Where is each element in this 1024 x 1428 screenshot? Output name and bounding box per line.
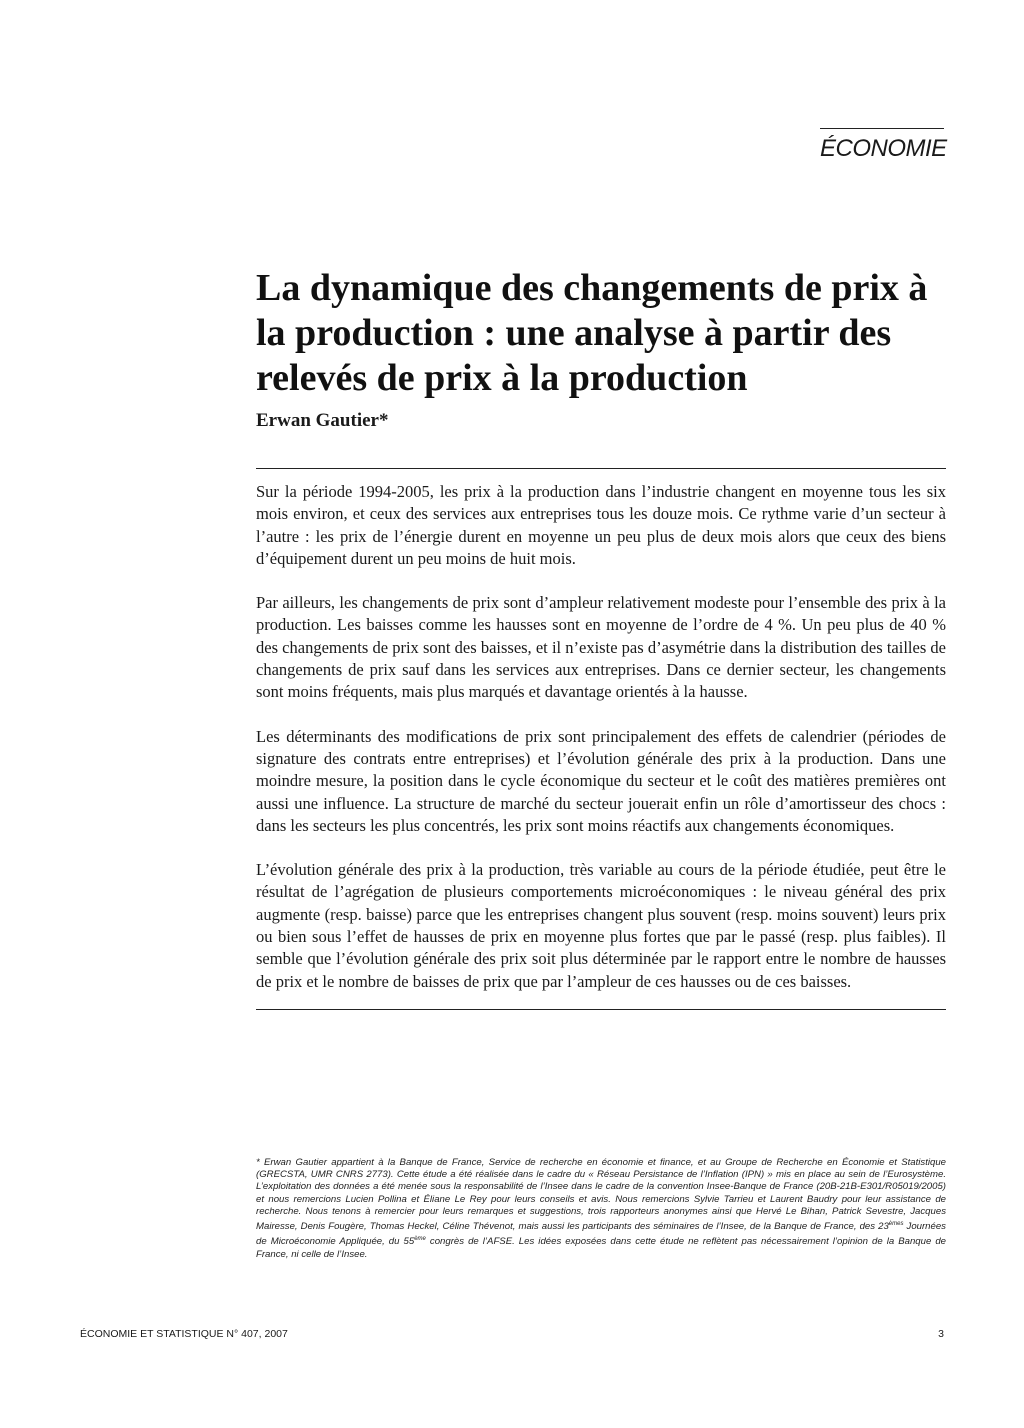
footnote-superscript: ème: [414, 1236, 426, 1243]
abstract-box: [256, 468, 946, 1010]
section-label: ÉCONOMIE: [820, 128, 944, 163]
abstract-paragraph: L’évolution générale des prix à la production, très variable au cours de la période étudiée, peut être le résultat de l’agrégation de plusieurs comportements microéconomiques : le niveau général des prix augmente (resp. baisse) parce que les entreprises changent plus souvent (resp. moins souvent) leurs prix ou bien sous l’effet de hausses de prix en moyenne plus fortes que par le passé (resp. plus faibles). Il semble que l’évolution générale des prix soit plus déterminée par le rapport entre le nombre de hausses de prix et le nombre de baisses de prix que par l’ampleur de ces hausses ou de ces baisses.: [256, 860, 946, 991]
page-number: 3: [938, 1328, 944, 1340]
abstract-paragraph: Par ailleurs, les changements de prix sont d’ampleur relativement modeste pour l’ensemble des prix à la production. Les baisses comme les hausses sont en moyenne de l’ordre de 4 %. Un peu plus de 40 % des changements de prix sont des baisses, et il n’existe pas d’asymétrie dans la distribution des tailles de changements de prix sauf dans les services aux entreprises. Dans ce dernier secteur, les changements sont moins fréquents, mais plus marqués et davantage orientés à la hausse.: [256, 593, 946, 702]
footnote-superscript: èmes: [888, 1221, 904, 1228]
article-author: Erwan Gautier*: [256, 410, 389, 431]
author-footnote: [256, 1157, 946, 1261]
abstract-paragraph: Les déterminants des modifications de prix sont principalement des effets de calendrier (périodes de signature des contrats entre entreprises) et l’évolution générale des prix à la production. Dans une moindre mesure, la position dans le cycle économique du secteur et le coût des matières premières ont aussi une influence. La structure de marché du secteur jouerait enfin un rôle d’amortisseur des chocs : dans les secteurs les plus concentrés, les prix sont moins réactifs aux changements économiques.: [256, 726, 946, 835]
footnote-text: Journées de Microéconomie Appliquée, du 55: [256, 1221, 946, 1248]
journal-reference: ÉCONOMIE ET STATISTIQUE N° 407, 2007: [80, 1328, 288, 1340]
abstract-paragraph: Sur la période 1994-2005, les prix à la production dans l’industrie changent en moyenne tous les six mois environ, et ceux des services aux entreprises tous les douze mois. Ce rythme varie d’un secteur à l’autre : les prix de l’énergie durent en moyenne un peu plus de deux mois alors que ceux des biens d’équipement durent un peu moins de huit mois.: [256, 482, 946, 568]
footnote-text: * Erwan Gautier appartient à la Banque de France, Service de recherche en économie et finance, et au Groupe de Recherche en Économie et Statistique (GRECSTA, UMR CNRS 2773). Cette étude a été réalisée dans le cadre du « Réseau Persistance de l’Inflation (IPN) » mis en place au sein de l’Eurosystème. L’exploitation des données a été menée sous la responsabilité de l’Insee dans le cadre de la convention Insee-Banque de France (20B-21B-E301/R05019/2005) et nous remercions Lucien Pollina et Éliane Le Rey pour leurs conseils et avis. Nous remercions Sylvie Tarrieu et Laurent Baudry pour leur assistance de recherche. Nous tenons à remercier pour leurs remarques et suggestions, trois rapporteurs anonymes ainsi que Hervé Le Bihan, Patrick Sevestre, Jacques Mairesse, Denis Fougère, Thomas Heckel, Céline Thévenot, mais aussi les participants des séminaires de l’Insee, de la Banque de France, des 23: [256, 1157, 946, 1233]
footnote-text: congrès de l’AFSE. Les idées exposées dans cette étude ne reflètent pas nécessairement l’opinion de la Banque de France, ni celle de l’Insee.: [256, 1236, 947, 1260]
article-title: La dynamique des changements de prix à la production : une analyse à partir des relevés de prix à la production: [256, 267, 928, 399]
